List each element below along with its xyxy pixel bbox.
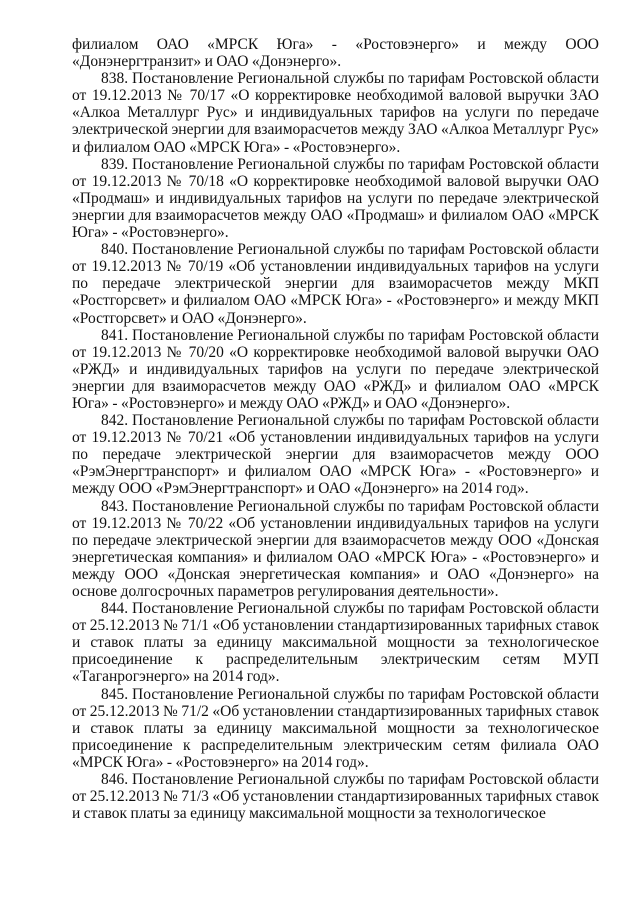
- paragraph-continuation: филиалом ОАО «МРСК Юга» - «Ростовэнерго» и между ООО «Донэнергтранзит» и ОАО «Донэнерго».: [72, 36, 599, 71]
- paragraph-845: 845. Постановление Региональной службы по тарифам Ростовской области от 25.12.2013 № 71/2 «Об установлении стандартизированных тарифных ставок и ставок платы за единицу максимальной мощности за технологическое присоединение к распределительным электрическим сетям филиала ОАО «МРСК Юга» - «Ростовэнерго» на 2014 год».: [72, 685, 599, 771]
- paragraph-842: 842. Постановление Региональной службы по тарифам Ростовской области от 19.12.2013 № 70/21 «Об установлении индивидуальных тарифов на услуги по передаче электрической энергии для взаиморасчетов между ООО «РэмЭнергтранспорт» и филиалом ОАО «МРСК Юга» - «Ростовэнерго» и между ООО «РэмЭнергтранспорт» и ОАО «Донэнерго» на 2014 год».: [72, 412, 599, 498]
- paragraph-843: 843. Постановление Региональной службы по тарифам Ростовской области от 19.12.2013 № 70/22 «Об установлении индивидуальных тарифов на услуги по передаче электрической энергии для взаиморасчетов между ООО «Донская энергетическая компания» и филиалом ОАО «МРСК Юга» - «Ростовэнерго» и между ООО «Донская энергетическая компания» и ОАО «Донэнерго» на основе долгосрочных параметров регулирования деятельности».: [72, 497, 599, 600]
- document-page: [72, 36, 599, 822]
- paragraph-841: 841. Постановление Региональной службы по тарифам Ростовской области от 19.12.2013 № 70/20 «О корректировке необходимой валовой выручки ОАО «РЖД» и индивидуальных тарифов на услуги по передаче электрической энергии для взаиморасчетов между ОАО «РЖД» и филиалом ОАО «МРСК Юга» - «Ростовэнерго» и между ОАО «РЖД» и ОАО «Донэнерго».: [72, 326, 599, 412]
- paragraph-846: 846. Постановление Региональной службы по тарифам Ростовской области от 25.12.2013 № 71/3 «Об установлении стандартизированных тарифных ставок и ставок платы за единицу максимальной мощности за технологическое: [72, 771, 599, 823]
- paragraph-844: 844. Постановление Региональной службы по тарифам Ростовской области от 25.12.2013 № 71/1 «Об установлении стандартизированных тарифных ставок и ставок платы за единицу максимальной мощности за технологическое присоединение к распределительным электрическим сетям МУП «Таганрогэнерго» на 2014 год».: [72, 600, 599, 686]
- paragraph-840: 840. Постановление Региональной службы по тарифам Ростовской области от 19.12.2013 № 70/19 «Об установлении индивидуальных тарифов на услуги по передаче электрической энергии для взаиморасчетов между МКП «Ростгорсвет» и филиалом ОАО «МРСК Юга» - «Ростовэнерго» и между МКП «Ростгорсвет» и ОАО «Донэнерго».: [72, 241, 599, 327]
- paragraph-838: 838. Постановление Региональной службы по тарифам Ростовской области от 19.12.2013 № 70/17 «О корректировке необходимой валовой выручки ЗАО «Алкоа Металлург Рус» и индивидуальных тарифов на услуги по передаче электрической энергии для взаиморасчетов между ЗАО «Алкоа Металлург Рус» и филиалом ОАО «МРСК Юга» - «Ростовэнерго».: [72, 70, 599, 156]
- paragraph-839: 839. Постановление Региональной службы по тарифам Ростовской области от 19.12.2013 № 70/18 «О корректировке необходимой валовой выручки ОАО «Продмаш» и индивидуальных тарифов на услуги по передаче электрической энергии для взаиморасчетов между ОАО «Продмаш» и филиалом ОАО «МРСК Юга» - «Ростовэнерго».: [72, 155, 599, 242]
